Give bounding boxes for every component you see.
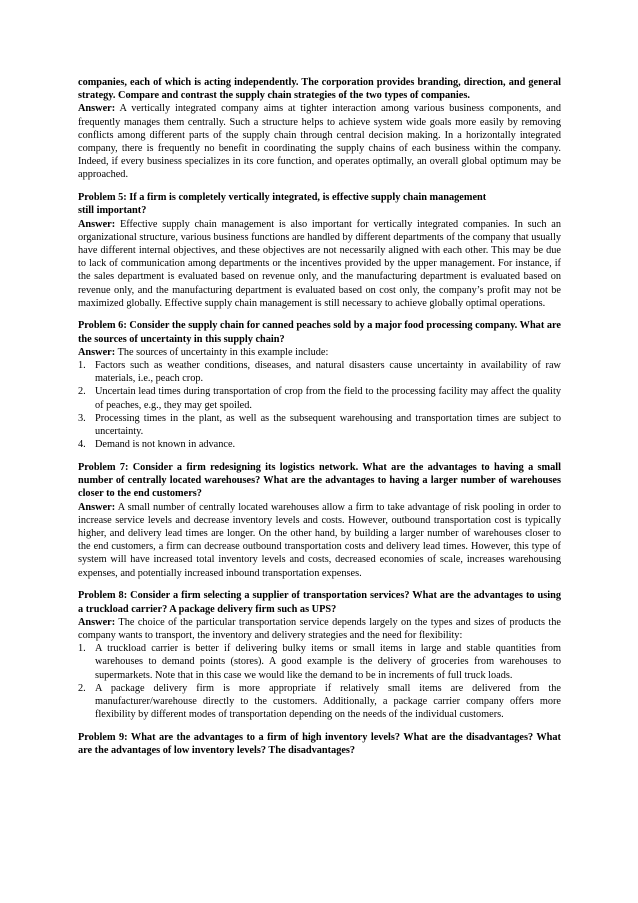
- list-item: [78, 642, 561, 682]
- answer-text: Effective supply chain management is also important for vertically integrated companies. In such an organizational structure, various business functions are handled by different departments of the company that usually have different internal objectives, and these objectives are not necessarily aligned with each other. This may be due to lack of communication among departments or the incentives provided by the upper management. For instance, if the sales department is evaluated based on revenue only, and the manufacturing department is evaluated based on revenue only, and the manufacturing department is evaluated based on cost only, the company’s profit may not be maximized globally. Effective supply chain management is still necessary to achieve globally optimal operations.: [78, 218, 561, 309]
- list-text: Factors such as weather conditions, diseases, and natural disasters cause uncertainty in availability of raw materials, i.e., peach crop.: [95, 360, 561, 385]
- answer-label: Answer:: [78, 218, 116, 230]
- problem-8-question: Problem 8: Consider a firm selecting a supplier of transportation services? What are the advantages to using a truckload carrier? A package delivery firm such as UPS?: [78, 590, 561, 615]
- list-item: [78, 412, 561, 438]
- list-number: 2.: [78, 386, 86, 398]
- list-number: 1.: [78, 360, 86, 372]
- problem-6-list: [78, 359, 561, 451]
- section-gap: [78, 580, 561, 590]
- list-number: 2.: [78, 682, 86, 694]
- list-number: 1.: [78, 643, 86, 655]
- section-gap: [78, 451, 561, 461]
- answer-text: The choice of the particular transportation service depends largely on the types and sizes of products the company wants to transport, the inventory and delivery strategies and the need for flexibility:: [78, 616, 562, 641]
- problem-7-answer: [78, 501, 561, 580]
- answer-label: Answer:: [78, 501, 116, 513]
- list-item: [78, 438, 561, 451]
- list-item: [78, 359, 561, 385]
- question-line-1: Problem 5: If a firm is completely vertically integrated, is effective supply chain management: [78, 192, 487, 204]
- section-gap: [78, 182, 561, 192]
- answer-label: Answer:: [78, 346, 116, 358]
- problem-7-question: Problem 7: Consider a firm redesigning its logistics network. What are the advantages to having a small number of centrally located warehouses? What are the advantages to having a larger number of warehouses closer to the end customers?: [78, 461, 561, 500]
- list-number: 3.: [78, 412, 86, 424]
- list-text: Uncertain lead times during transportation of crop from the field to the processing facility may affect the quality of peaches, e.g., they may get spoiled.: [95, 386, 561, 411]
- answer-label: Answer:: [78, 103, 116, 115]
- section-gap: [78, 310, 561, 320]
- problem-5-question: [78, 191, 561, 217]
- problem-6-answer: [78, 346, 561, 359]
- list-number: 4.: [78, 439, 86, 451]
- problem-8-list: [78, 642, 561, 721]
- answer-label: Answer:: [78, 616, 116, 628]
- problem-9-question: Problem 9: What are the advantages to a firm of high inventory levels? What are the disadvantages? What are the advantages of low inventory levels? The disadvantages?: [78, 731, 561, 757]
- list-text: A package delivery firm is more appropriate if relatively small items are delivered from the manufacturer/warehouse directly to the customers. Additionally, a package carrier company offers more flexibility by different modes of transportation depending on the needs of the individual customers.: [95, 682, 561, 721]
- problem-8-answer: [78, 616, 561, 642]
- list-item: [78, 682, 561, 722]
- problem-6-question: Problem 6: Consider the supply chain for canned peaches sold by a major food processing company. What are the sources of uncertainty in this supply chain?: [78, 320, 561, 345]
- document-body: [78, 76, 561, 757]
- list-item: [78, 385, 561, 411]
- list-text: A truckload carrier is better if delivering bulky items or small items in large and stable quantities from warehouses to demand points (stores). A good example is the delivery of groceries from warehouses to supermarkets. Note that in this case we would like the demand to be in increments of full truck loads.: [95, 643, 561, 681]
- answer-text: The sources of uncertainty in this example include:: [117, 346, 329, 358]
- problem-4-answer: [78, 102, 561, 181]
- answer-text: A small number of centrally located warehouses allow a firm to take advantage of risk pooling in order to increase service levels and decrease inventory levels and costs. However, outbound transportation cost is typically higher, and delivery lead times are longer. On the other hand, by building a larger number of warehouses closer to the end customers, a firm can decrease outbound transportation costs and delivery lead times. However, this type of system will have increased total inventory levels and costs, decreased economies of scale, increases warehousing expenses, and potentially increased inbound transportation expenses.: [78, 501, 561, 579]
- question-line-2: still important?: [78, 205, 147, 217]
- list-text: Processing times in the plant, as well as the subsequent warehousing and transportation times are subject to uncertainty.: [95, 412, 561, 438]
- section-gap: [78, 721, 561, 731]
- answer-text: A vertically integrated company aims at tighter interaction among various business components, and frequently manages them centrally. Such a structure helps to achieve system wide goals more easily by removing conflicts among different parts of the supply chain through central decision making. In a horizontally integrated company, there is frequently no benefit in coordinating the supply chains of each business within the company. Indeed, if every business specializes in its core function, and operates optimally, an overall global optimum may be approached.: [78, 103, 561, 181]
- problem-4-question-tail: companies, each of which is acting independently. The corporation provides branding, direction, and general strategy. Compare and contrast the supply chain strategies of the two types of companies.: [78, 77, 561, 102]
- list-text: Demand is not known in advance.: [95, 439, 236, 451]
- problem-5-answer: [78, 218, 561, 310]
